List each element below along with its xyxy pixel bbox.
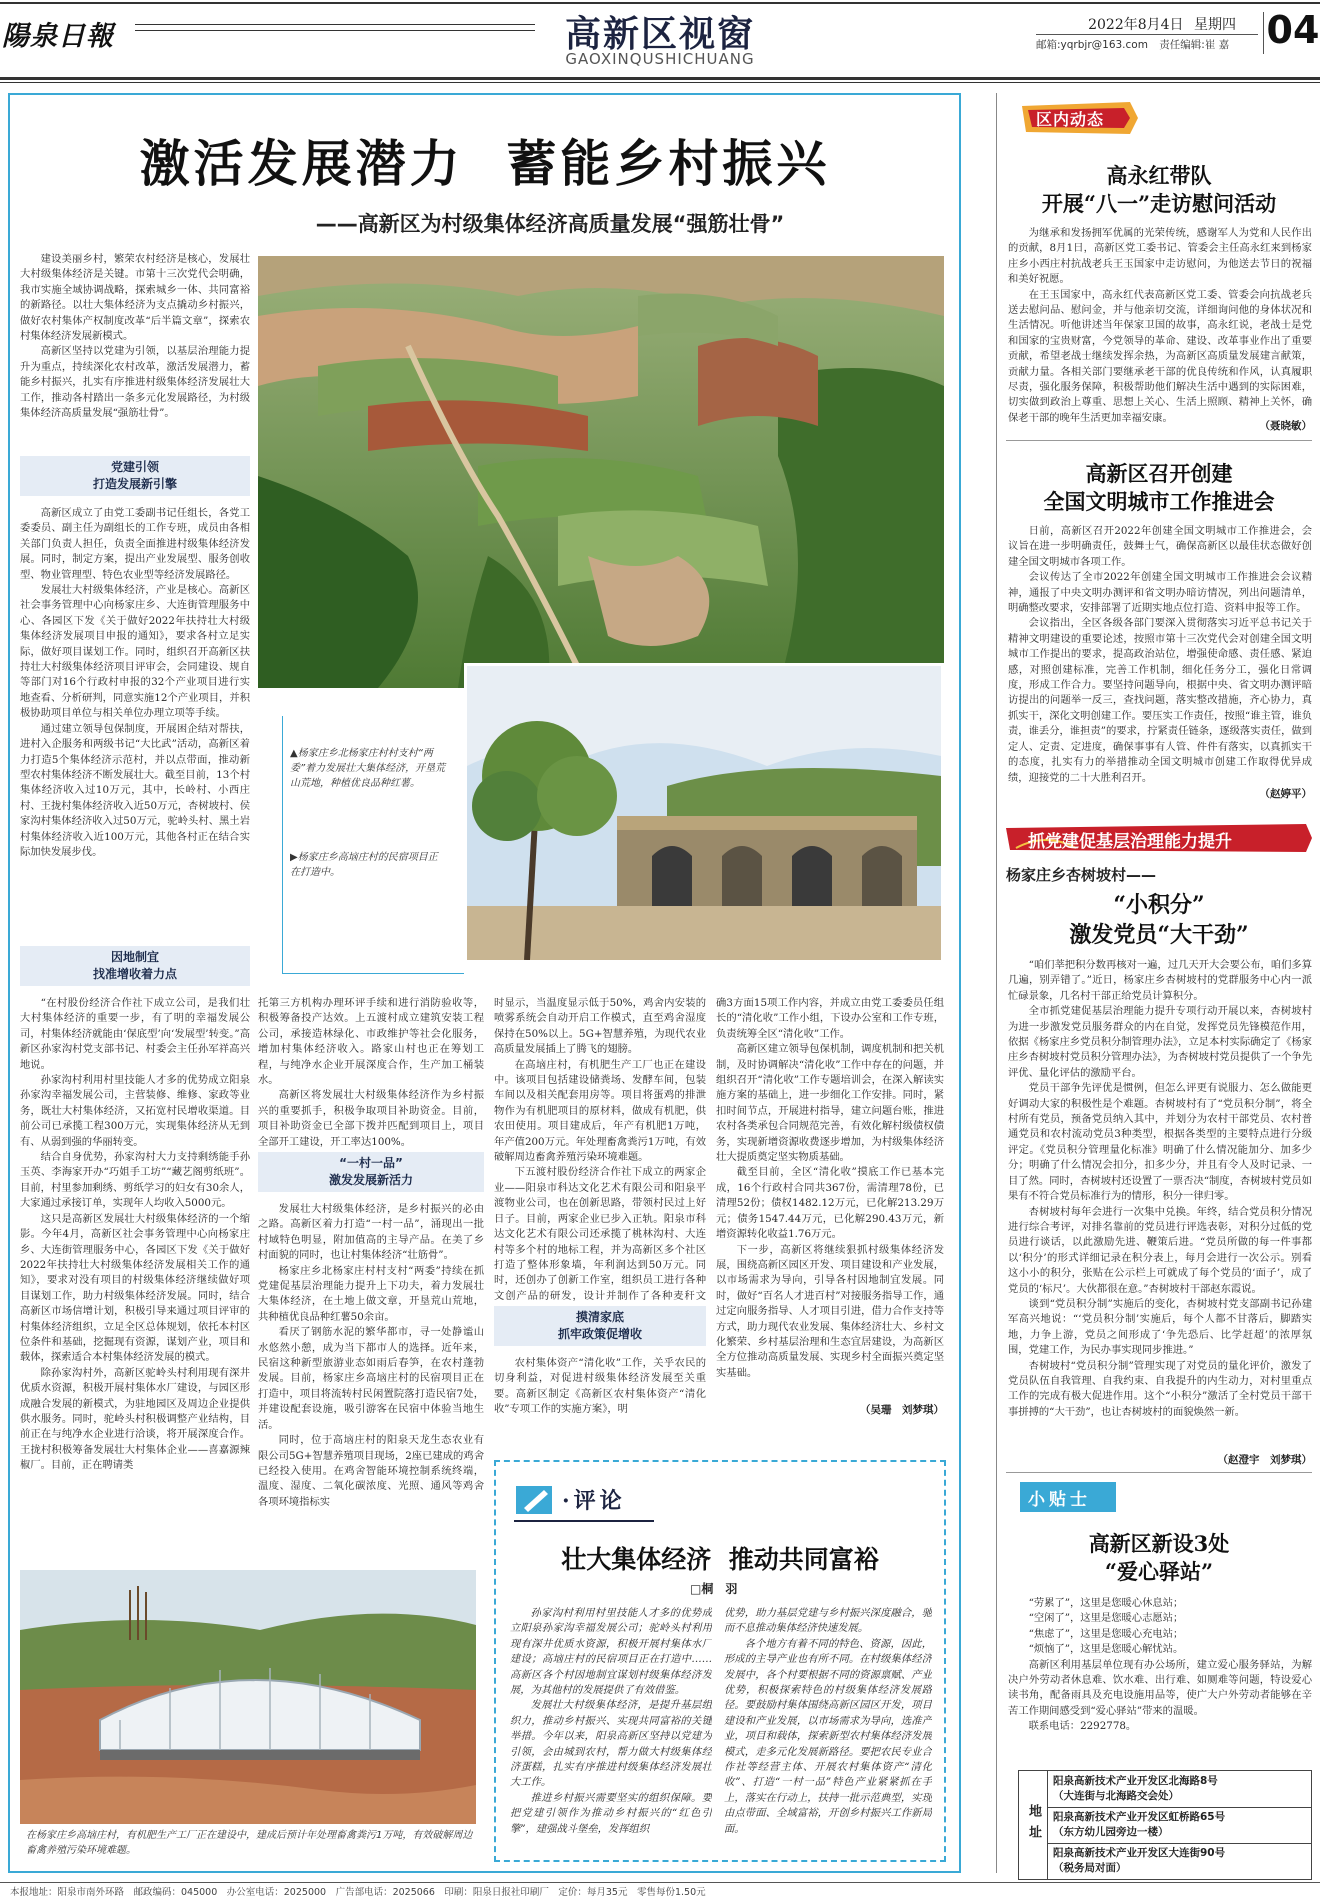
section1-paragraph: 通过建立领导包保制度，开展困企结对帮扶，进村入企服务和两级书记“大比武”活动，高新区着力打造5个集体经济示范村，并以点带面，推动新型农村集体经济不断发展壮大。截至目前，13个村集体经济收入过10万元，其中，长岭村、小西庄村、王拢村集体经济收入近50万元，杏树坡村、侯家沟村集体经济收入过50万元，驼岭头村、黑土岩村集体经济收入近100万元，其他各村正在结合实际加快发展步伐。 [20, 722, 250, 858]
commentary-col-b [724, 1606, 932, 1850]
party-building-banner [1006, 822, 1312, 854]
news1-paragraph: 在王玉国家中，高永红代表高新区党工委、管委会向抗战老兵送去慰问品、慰问金，并与他亲切交流，详细询问他的身体状况和生活情况。听他讲述当年保家卫国的故事，高永红说，老战士是党和国家的宝贵财富，今党领导的革命、建设、改革事业作出了重要贡献，希望老战士继续发挥余热，为高新区高质量发展建言献策，贡献力量。各相关部门要继承老干部的优良传统和作风，认真履职尽责，强化服务保障，积极帮助他们解决生活中遇到的实际困难，切实做到政治上尊重、思想上关心、生活上照顾、精神上关怀，确保老干部的晚年生活更加幸福安康。 [1008, 288, 1312, 424]
section2-paragraph: “在村股份经济合作社下成立公司，是我们壮大村集体经济的重要一步，有了明的幸福发展公司，村集体经济就能由‘保底型’向‘发展型’转变。”高新区孙家沟村党支部书记、村委会主任孙军祥高兴地说。 [20, 997, 250, 1071]
news3-title-line: 激发党员“大干劲” [1069, 922, 1249, 948]
section1-paragraph: 发展壮大村级集体经济，产业是核心。高新区社会事务管理中心向杨家庄乡、大连街管理服务中心、各园区下发《关于做好2022年扶持壮大村级集体经济发展项目申报的通知》，要求各村立足实际，做好项目谋划工作。同时，组织召开高新区扶持壮大村级集体经济项目评审会，会同建设、规自等部门对16个行政村申报的32个产业项目进行实地查看、分析研判，同意实施12个产业项目，并积极协助项目单位与相关单位办理立项等手续。 [20, 584, 250, 720]
news3-title [1006, 890, 1312, 950]
masthead-bottom-rule-2 [0, 82, 1320, 83]
section2b-paragraph: 托第三方机构办理环评手续和进行消防验收等，积极筹备投产达效。上五渡村成立建筑安装工程公司，承接造林绿化、市政维护等社会化服务，增加村集体经济收入。路家山村也正在筹划工程，与纯净水企业开展深度合作，生产加工桶装水。 [258, 997, 484, 1087]
address-table [1018, 1770, 1312, 1880]
weekday-text: 星期四 [1194, 17, 1236, 33]
masthead-left-rule-2 [135, 30, 535, 31]
section2b-paragraph: 高新区将发展壮大村级集体经济作为乡村振兴的重要抓手，积极争取项目补助资金。目前，项目补助资金已全部下拨并匹配到项目上，项目全部开工建设，开工率达100%。 [258, 1089, 484, 1148]
section-head-line: 党建引领 [110, 460, 159, 474]
news4-body [1008, 1596, 1312, 1766]
address-row: 阳泉高新技术产业开发区虹桥路65号 （东方幼儿园旁边一楼） [1053, 1811, 1226, 1838]
cold-paragraph: 高新区建立领导包保机制，调度机制和把关机制，及时协调解决“清化收”工作中存在的问题，并组织召开“清化收”工作专题培训会，在深入解读实施方案的基础上，进一步细化工作安排。同时，紧扣时间节点，开展进村指导，建立问题台账，推进农村各类承包合同规范完善，有效化解村级债权债务，实现新增资源收费逐步增加，为村级集体经济壮大提质奠定坚实物质基础。 [716, 1043, 944, 1164]
section1-paragraph: 高新区成立了由党工委副书记任组长，各党工委委员、副主任为副组长的工作专班，成员由各相关部门负责人担任，负责全面推进村级集体经济发展。同时，制定方案，提出产业发展型、服务创收型、物业管理型、特色农业型等经济发展路径。 [20, 507, 250, 581]
photo-homestay [464, 663, 944, 963]
page-number-divider [1263, 12, 1264, 54]
address-row: 阳泉高新技术产业开发区大连街90号 （税务局对面） [1053, 1847, 1226, 1874]
news1-title-line: 开展“八一”走访慰问活动 [1041, 191, 1277, 216]
news2-paragraph: 会议指出，全区各级各部门要深入贯彻落实习近平总书记关于精神文明建设的重要论述，按照市第十三次党代会对创建全国文明城市工作提出的要求，提高政治站位，增强使命感、责任感、紧迫感，对照创建标准，完善工作机制，细化任务分工，强化日常调度，形成工作合力。要坚持问题导向，根据中央、省文明办测评暗访提出的问题举一反三，查找问题，落实整改措施，齐心协力，真抓实干，深化文明创建工作。要压实工作责任，按照“谁主管，谁负责，谁丢分，谁担责”的要求，拧紧责任链条，逐级落实责任，做到定人、定责、定进度，确保事事有人管、件件有落实，以真抓实干的态度，扎实有力的举措推动全国文明城市创建工作取得优异成绩，迎接党的二十大胜利召开。 [1008, 617, 1312, 784]
lead-section3-col-b [258, 1202, 484, 1556]
section-head-party [20, 456, 250, 496]
news4-paragraph: 联系电话：2292778。 [1028, 1720, 1137, 1733]
commentary-paragraph: 推进乡村振兴需要坚实的组织保障。要把党建引领作为推动乡村振兴的“红色引擎”，建强战斗堡垒，发挥组织 [510, 1791, 712, 1835]
section-pinyin: GAOXINQUSHICHUANG [565, 50, 755, 68]
address-divider [1047, 1807, 1311, 1808]
lead-section2-col-a [20, 996, 250, 1556]
lead-col-d [716, 996, 944, 1400]
address-label: 地址 [1019, 1771, 1048, 1879]
news3-byline: （赵澄宇 刘梦琪） [1160, 1452, 1312, 1467]
section-head-line: 激发发展新活力 [328, 1173, 413, 1187]
tips-badge [1020, 1482, 1116, 1512]
lead-byline: （吴珊 刘梦琪） [860, 1404, 944, 1416]
sidebar-badge-news [1020, 100, 1140, 136]
news3-paragraph: 杏树坡村“党员积分制”管理实现了对党员的量化评价，激发了党员队伍自我管理、自我约束、自我提升的内生动力，对村里重点工作的完成有极大促进作用。这个“小积分”激活了全村党员干部干事拼搏的“大干劲”，也让杏树坡村的面貌焕然一新。 [1008, 1359, 1312, 1418]
lead-col-c [494, 996, 706, 1302]
intro-paragraph: 高新区坚持以党建为引领，以基层治理能力提升为重点，持续深化农村改革，激活发展潜力，蓄能乡村振兴，扎实有序推进村级集体经济发展壮大工作，推动各村踏出一条多元化发展路径，为村级集体经济高质量发展“强筋壮骨”。 [20, 345, 250, 420]
section-head-one-village [258, 1152, 484, 1192]
news1-title-line: 高永红带队 [1106, 163, 1212, 188]
section2-paragraph: 这只是高新区发展壮大村级集体经济的一个缩影。今年4月，高新区社会事务管理中心向杨家庄乡、大连街管理服务中心，各园区下发《关于做好2022年扶持壮大村级集体经济发展相关工作的通知》，要求对没有项目的村级集体经济继续做好项目谋划工作，助力村级集体经济发展。同时，结合高新区市场信增计划，积极引导来通过项目评审的村集体经济组织，立足全区总体规划，依托本村区位条件和基础，挖掘现有资源，谋划产业，项目和载体，探索适合本村集体经济发展的模式。 [20, 1212, 250, 1364]
news1-body [1008, 226, 1312, 430]
masthead-email [1036, 37, 1258, 52]
editor-value: 崔 嘉 [1204, 39, 1230, 51]
news2-byline: （赵婷平） [1200, 786, 1312, 801]
colc-after-paragraph: 农村集体资产“清化收”工作，关乎农民的切身利益，对促进村级集体经济发展至关重要。高新区制定《高新区农村集体资产“清化收”专项工作的实施方案》，明 [494, 1357, 706, 1416]
terraced-fields-illustration [258, 256, 944, 688]
commentary-badge-label: ·评论 [562, 1488, 626, 1514]
photo-terraced-fields [258, 256, 944, 688]
news4-paragraph: 高新区利用基层单位现有办公场所，建立爱心服务驿站，为解决户外劳动者休息难、饮水难、出行难、如厕难等问题，特设爱心读书角，配备雨具及充电设施用品等，使广大户外劳动者能够在辛苦工作期间感受到“爱心驿站”带来的温暖。 [1008, 1658, 1312, 1717]
news2-title-line: 全国文明城市工作推进会 [1043, 489, 1275, 514]
commentary-badge-rule [514, 1520, 654, 1522]
news3-paragraph: 杏树坡村每年会进行一次集中兑换。年终，结合党员积分情况进行综合考评，对排名靠前的党员进行评选表彰，对积分过低的党员进行谈话，以此激励先进、鞭策后进。“党员所做的每一件事都以‘积分’的形式详细记录在积分表上，每月会进行一次公示。别看这小小的积分，张贴在公示栏上可就成了每个党员的‘面子’，成了党员的‘标尺’。大伙都很在意。”杏树坡村干部赵东霞说。 [1008, 1205, 1312, 1295]
section3-paragraph: 看厌了钢筋水泥的繁华都市，寻一处静谧山水悠然小憩，成为当下都市人的选择。近年来，民宿这种新型旅游业态如雨后春笋，在农村蓬勃发展。目前，杨家庄乡高垴庄村的民宿项目正在打造中，项目将流转村民闲置院落打造民宿7处，并建设配套设施，吸引游客在民宿中体验当地生活。 [258, 1326, 484, 1431]
sidebar-badge-label: 区内动态 [1036, 110, 1105, 129]
cold-paragraph: 截至目前，全区“清化收”摸底工作已基本完成，16个行政村合同共367份，需清理78份，已清理52份；债权1482.12万元，已化解213.29万元；债务1547.44万元，已化解290.43万元，新增资源转化收益1.76万元。 [716, 1166, 944, 1241]
section2-paragraph: 结合自身优势，孙家沟村大力支持剩绣能手孙玉英、李海家开办“巧姐手工坊”“藏艺阁剪纸班”。目前，村里参加剩绣、剪纸学习的妇女有30余人，大家通过承接订单，实现年人均收入5000元。 [20, 1151, 250, 1210]
masthead-top-rule [0, 2, 1320, 4]
section2-paragraph: 孙家沟村利用村里技能人才多的优势成立阳泉孙家沟幸福发展公司，主营装修、维修、家政等业务，既壮大村集体经济，又拓宽村民增收渠道。目前公司已承揽工程300万元，实现集体经济从无到有、从弱到强的华丽转变。 [20, 1074, 250, 1148]
masthead-date [1006, 14, 1236, 34]
pen-icon [514, 1480, 558, 1520]
masthead-bottom-rule [0, 77, 1320, 80]
email-label: 邮箱: [1036, 39, 1061, 51]
section3-paragraph: 发展壮大村级集体经济，是乡村振兴的必由之路。高新区着力打造“一村一品”，涌现出一批村域特色明显，附加值高的主导产品。在美了乡村面貌的同时，也让村集体经济“壮筋骨”。 [258, 1203, 484, 1262]
news4-paragraph: “焦虑了”，这里是您暖心充电站； [1028, 1627, 1184, 1640]
news3-paragraph: “咱们莘把积分数再核对一遍，过几天开大会要公布，咱们多算几遍，别弄错了。”近日，杨家庄乡杏树坡村的党群服务中心内一派忙碌景象，几名村干部正给党员计算积分。 [1008, 959, 1312, 1002]
commentary-badge [514, 1480, 664, 1520]
news3-kicker: 杨家庄乡杏树坡村—— [1006, 866, 1157, 884]
photo-fertilizer-factory [20, 1570, 476, 1824]
lead-subtitle: ——高新区为村级集体经济高质量发展“强筋壮骨” [315, 212, 785, 236]
news1-title [1006, 162, 1312, 218]
section-head-line: 摸清家底 [575, 1310, 624, 1324]
date-text: 2022年8月4日 [1088, 17, 1184, 33]
masthead-left-rule [135, 24, 535, 25]
section-head-assets [494, 1306, 706, 1346]
section-head-line: 打造发展新引擎 [92, 477, 177, 491]
news1-paragraph: 为继承和发扬拥军优属的光荣传统，感谢军人为党和人民作出的贡献，8月1日，高新区党工委书记、管委会主任高永红来到杨家庄乡小西庄村抗战老兵王玉国家中走访慰问，为他送去节日的祝福和美好祝愿。 [1008, 227, 1312, 286]
section3-paragraph: 杨家庄乡北杨家庄村村支村“两委”持续在抓党建促基层治理能力提升上下功夫，着力发展壮大集体经济，在土地上做文章，开垦荒山荒地，共种植优良品种红薯50余亩。 [258, 1264, 484, 1323]
caption-box [282, 716, 283, 974]
section-title: 高新区视窗 [564, 13, 755, 55]
homestay-illustration [467, 666, 941, 960]
colc-paragraph: 时显示，当温度显示低于50%，鸡舍内安装的喷雾系统会自动开启工作模式，直至鸡舍湿度保持在50%以上。5G+智慧养殖，为现代农业高质量发展插上了腾飞的翅膀。 [494, 997, 706, 1056]
commentary-paragraph: 优势，助力基层党建与乡村振兴深度融合，驰而不息推动集体经济快速发展。 [724, 1607, 932, 1635]
section-head-local [20, 946, 250, 986]
news3-paragraph: 党员干部争先评优是惯例，但怎么评更有说服力、怎么做能更好调动大家的积极性是个难题。杏树坡村有了“党员积分制”，将全村所有党员，预备党员纳入其中，并划分为农村干部党员、农村普通党员和农村流动党员3种类型，根据各类型的主要特点进行分级评定。《党员积分管理量化标准》明确了什么情况能加分、加多少分；明确了什么情况会扣分，扣多少分，并且有令人及时记录、一目了然。同时，杏树坡村还设置了一票否决“制度，杏树坡村党员如果有不符合党员标准行为的情形，积分一律归零。 [1008, 1082, 1312, 1203]
factory-illustration [20, 1570, 476, 1824]
sidebar-rule-1 [1006, 440, 1312, 441]
lead-section2-col-b [258, 996, 484, 1148]
page-number: 04 [1266, 8, 1320, 52]
commentary-title: 壮大集体经济 推动共同富裕 [561, 1545, 879, 1574]
masthead-date-rule [1036, 34, 1258, 35]
news2-title-line: 高新区召开创建 [1085, 461, 1233, 486]
news3-paragraph: 谈到“党员积分制”实施后的变化，杏树坡村党支部副书记孙建军高兴地说：“‘党员积分制’实施后，每个人都不甘落后，脚踏实地，力争上游，党员之间形成了‘争先恐后、比学赶超’的浓厚氛围，党建工作，为民办事实现同步推进。” [1008, 1297, 1312, 1357]
news2-body [1008, 524, 1312, 798]
cold-paragraph: 下一步，高新区将继续狠抓村级集体经济发展，围绕高新区园区开发、项目建设和产业发展，以市场需求为导向，引导各村因地制宜发展。同时，做好“百名人才进百村”对接服务指导工作，通过定向服务指导、人才项目引进，借力合作支持等方式，助力现代农业发展、集体经济壮大、乡村文化繁荣、乡村基层治理和生态宜居建设，为高新区全方位推动高质量发展、实现乡村全面振兴奠定坚实基础。 [716, 1243, 944, 1379]
news1-byline: （聂晓敏） [1200, 418, 1312, 433]
section-head-line: 因地制宜 [110, 950, 159, 964]
section-head-line: 找准增收着力点 [92, 967, 177, 981]
colc-paragraph: 下五渡村股份经济合作社下成立的两家企业——阳泉市科达文化艺术有限公司和阳泉平渡物业公司，也在创新思路，带领村民过上好日子。目前，两家企业已步入正轨。阳泉市科达文化艺术有限公司还承揽了桃林沟村、大连村等多个村的地标工程，并为高新区多个社区打造了整体形象墙，年利润达到50万元。同时，还创办了创新工作室，组织员工进行各种文创产品的研发，设计并制作了各种麦秆文 [494, 1166, 706, 1302]
tips-badge-label: 小贴士 [1028, 1490, 1091, 1510]
lead-intro [20, 252, 250, 452]
caption-2: ▶杨家庄乡高垴庄村的民宿项目正在打造中。 [290, 852, 438, 878]
commentary-paragraph: 发展壮大村级集体经济，是提升基层组织力，推动乡村振兴、实现共同富裕的关键举措。今年以来，阳泉高新区坚持以党建为引领，会由城到农村，帮力做大村级集体经济蛋糕，扎实有序推进村级集体经济发展壮大工作。 [510, 1699, 712, 1789]
commentary-paragraph: 孙家沟村利用村里技能人才多的优势成立阳泉孙家沟幸福发展公司；驼岭头村利用现有深井优质水资源，积极开展村集体水厂建设；高垴庄村的民宿项目正在打造中……高新区各个村因地制宜谋划村级集体经济发展，为其他村的发展提供了有效借鉴。 [510, 1607, 712, 1697]
news4-paragraph: “空闲了”，这里是您暖心志愿站； [1028, 1612, 1184, 1625]
footer-rule [0, 1882, 1320, 1883]
news4-paragraph: “劳累了”，这里是您暖心休息站； [1028, 1597, 1184, 1609]
news3-body [1008, 958, 1312, 1464]
commentary-author: □桐 羽 [690, 1582, 738, 1596]
cold-paragraph: 确3方面15项工作内容，并成立由党工委委员任组长的“清化收”工作小组，下设办公室和工作专班，负责统筹全区“清化收”工作。 [716, 997, 944, 1040]
lead-title: 激活发展潜力 蓄能乡村振兴 [139, 134, 831, 193]
sidebar-divider [996, 93, 997, 1873]
email-value: yqrbjr@163.com [1060, 39, 1148, 51]
section2-paragraph: 除孙家沟村外，高新区驼岭头村利用现有深井优质水资源，积极开展村集体水厂建设，与园区形成融合发展的新模式，为驻地园区及周边企业提供供水服务。同时，驼岭头村积极调整产业结构，目前正在与纯净水企业进行洽谈，将开展深度合作。王拢村积极筹备发展壮大村集体企业——喜嘉源辣椒厂。目前，正在聘请类 [20, 1366, 250, 1472]
news3-paragraph: 全市抓党建促基层治理能力提升专项行动开展以来，杏树坡村为进一步激发党员服务群众的内在自觉，发挥党员先锋模范作用，依据《杨家庄乡党员积分制管理办法》，立足本村实际确定了《杨家庄乡杏树坡村党员积分管理办法》，为杏树坡村党员提供了一个争先评优、量化评估的激励平台。 [1008, 1005, 1312, 1079]
news4-title-line: 高新区新设3处 [1088, 1531, 1230, 1556]
section-head-line: 抓牢政策促增收 [557, 1327, 642, 1341]
footer-text: 本报地址：阳泉市南外环路 邮政编码：045000 办公室电话：2025000 广告部电话：2025066 印刷：阳泉日报社印刷厂 定价：每月35元 零售每份1.50元 [10, 1887, 706, 1898]
section-head-line: “一村一品” [339, 1156, 403, 1170]
news2-paragraph: 会议传达了全市2022年创建全国文明城市工作推进会会议精神，通报了中央文明办测评和省文明办暗访情况，列出问题清单，明确整改要求，安排部署了近期实地点位打造、资料申报等工作。 [1008, 571, 1312, 615]
news2-paragraph: 日前，高新区召开2022年创建全国文明城市工作推进会，会议旨在进一步明确责任，鼓舞士气，确保高新区以最佳状态做好创建全国文明城市各项工作。 [1008, 525, 1312, 568]
caption-1: ▲杨家庄乡北杨家庄村村支村“两委”着力发展壮大集体经济，开垦荒山荒地，种植优良品种红薯。 [290, 748, 446, 789]
address-divider [1047, 1843, 1311, 1844]
paper-logo: 陽泉日報 [2, 21, 114, 52]
intro-paragraph: 建设美丽乡村，繁荣农村经济是核心，发展壮大村级集体经济是关键。市第十三次党代会明确，我市实施全域协调战略，探索城乡一体、共同富裕的新路径。以壮大集体经济为支点撬动乡村振兴，做好农村集体产权制度改革“后半篇文章”，探索农村集体经济发展新模式。 [20, 253, 250, 343]
news4-title [1006, 1530, 1312, 1586]
news4-title-line: “爱心驿站” [1104, 1559, 1214, 1584]
colc-paragraph: 在高垴庄村，有机肥生产工厂也正在建设中。该项目包括建设储粪场、发酵车间，包装车间以及相关配套用房等。项目将蛋鸡的排泄物作为有机肥项目的原材料，做成有机肥，供农田使用。项目建成后，年产有机肥1万吨，年产值200万元。年处理畜禽粪污1万吨，有效破解周边畜禽养殖污染环境难题。 [494, 1058, 706, 1164]
bottom-photo-caption: 在杨家庄乡高垴庄村，有机肥生产工厂正在建设中，建成后预计年处理畜禽粪污1万吨，有效破解周边畜禽养殖污染环境难题。 [26, 1830, 473, 1856]
sidebar-rule-2 [1006, 1472, 1312, 1473]
banner-label: 抓党建促基层治理能力提升 [1028, 832, 1232, 852]
commentary-col-a [510, 1606, 712, 1850]
section3-paragraph: 同时，位于高垴庄村的阳泉天龙生态农业有限公司5G+智慧养殖项目现场，2座已建成的鸡舍已经投入使用。在鸡舍智能环境控制系统终端，温度、湿度、二氧化碳浓度、光照、通风等鸡舍各项环境指标实 [258, 1434, 484, 1508]
editor-label: 责任编辑: [1159, 39, 1205, 51]
commentary-paragraph: 各个地方有着不同的特色、资源，因此，形成的主导产业也有所不同。在村级集体经济发展中，各个村要根据不同的资源禀赋、产业优势，积极探索特色的村级集体经济发展路径。要鼓励村集体围绕高新区园区开发，项目建设和产业发展，以市场需求为导向，选准产业，项目和载体，探索新型农村集体经济发展模式，走多元化发展新路径。要把农民专业合作社等经营主体、开展农村集体资产“清化收”、打造“一村一品”特色产业紧紧抓在手上，落实在行动上，扶持一批示范典型，实现由点带面、全域富裕，开创乡村振兴工作新局面。 [724, 1637, 932, 1835]
caption-box-bottom [282, 973, 464, 974]
address-row: 阳泉高新技术产业开发区北海路8号 （大连街与北海路交会处） [1053, 1775, 1218, 1802]
lead-section1 [20, 506, 250, 942]
news2-title [1006, 460, 1312, 516]
lead-col-c-after [494, 1356, 706, 1418]
news4-paragraph: “烦恼了”，这里是您暖心解忧站。 [1028, 1643, 1184, 1656]
news3-title-line: “小积分” [1113, 892, 1205, 918]
